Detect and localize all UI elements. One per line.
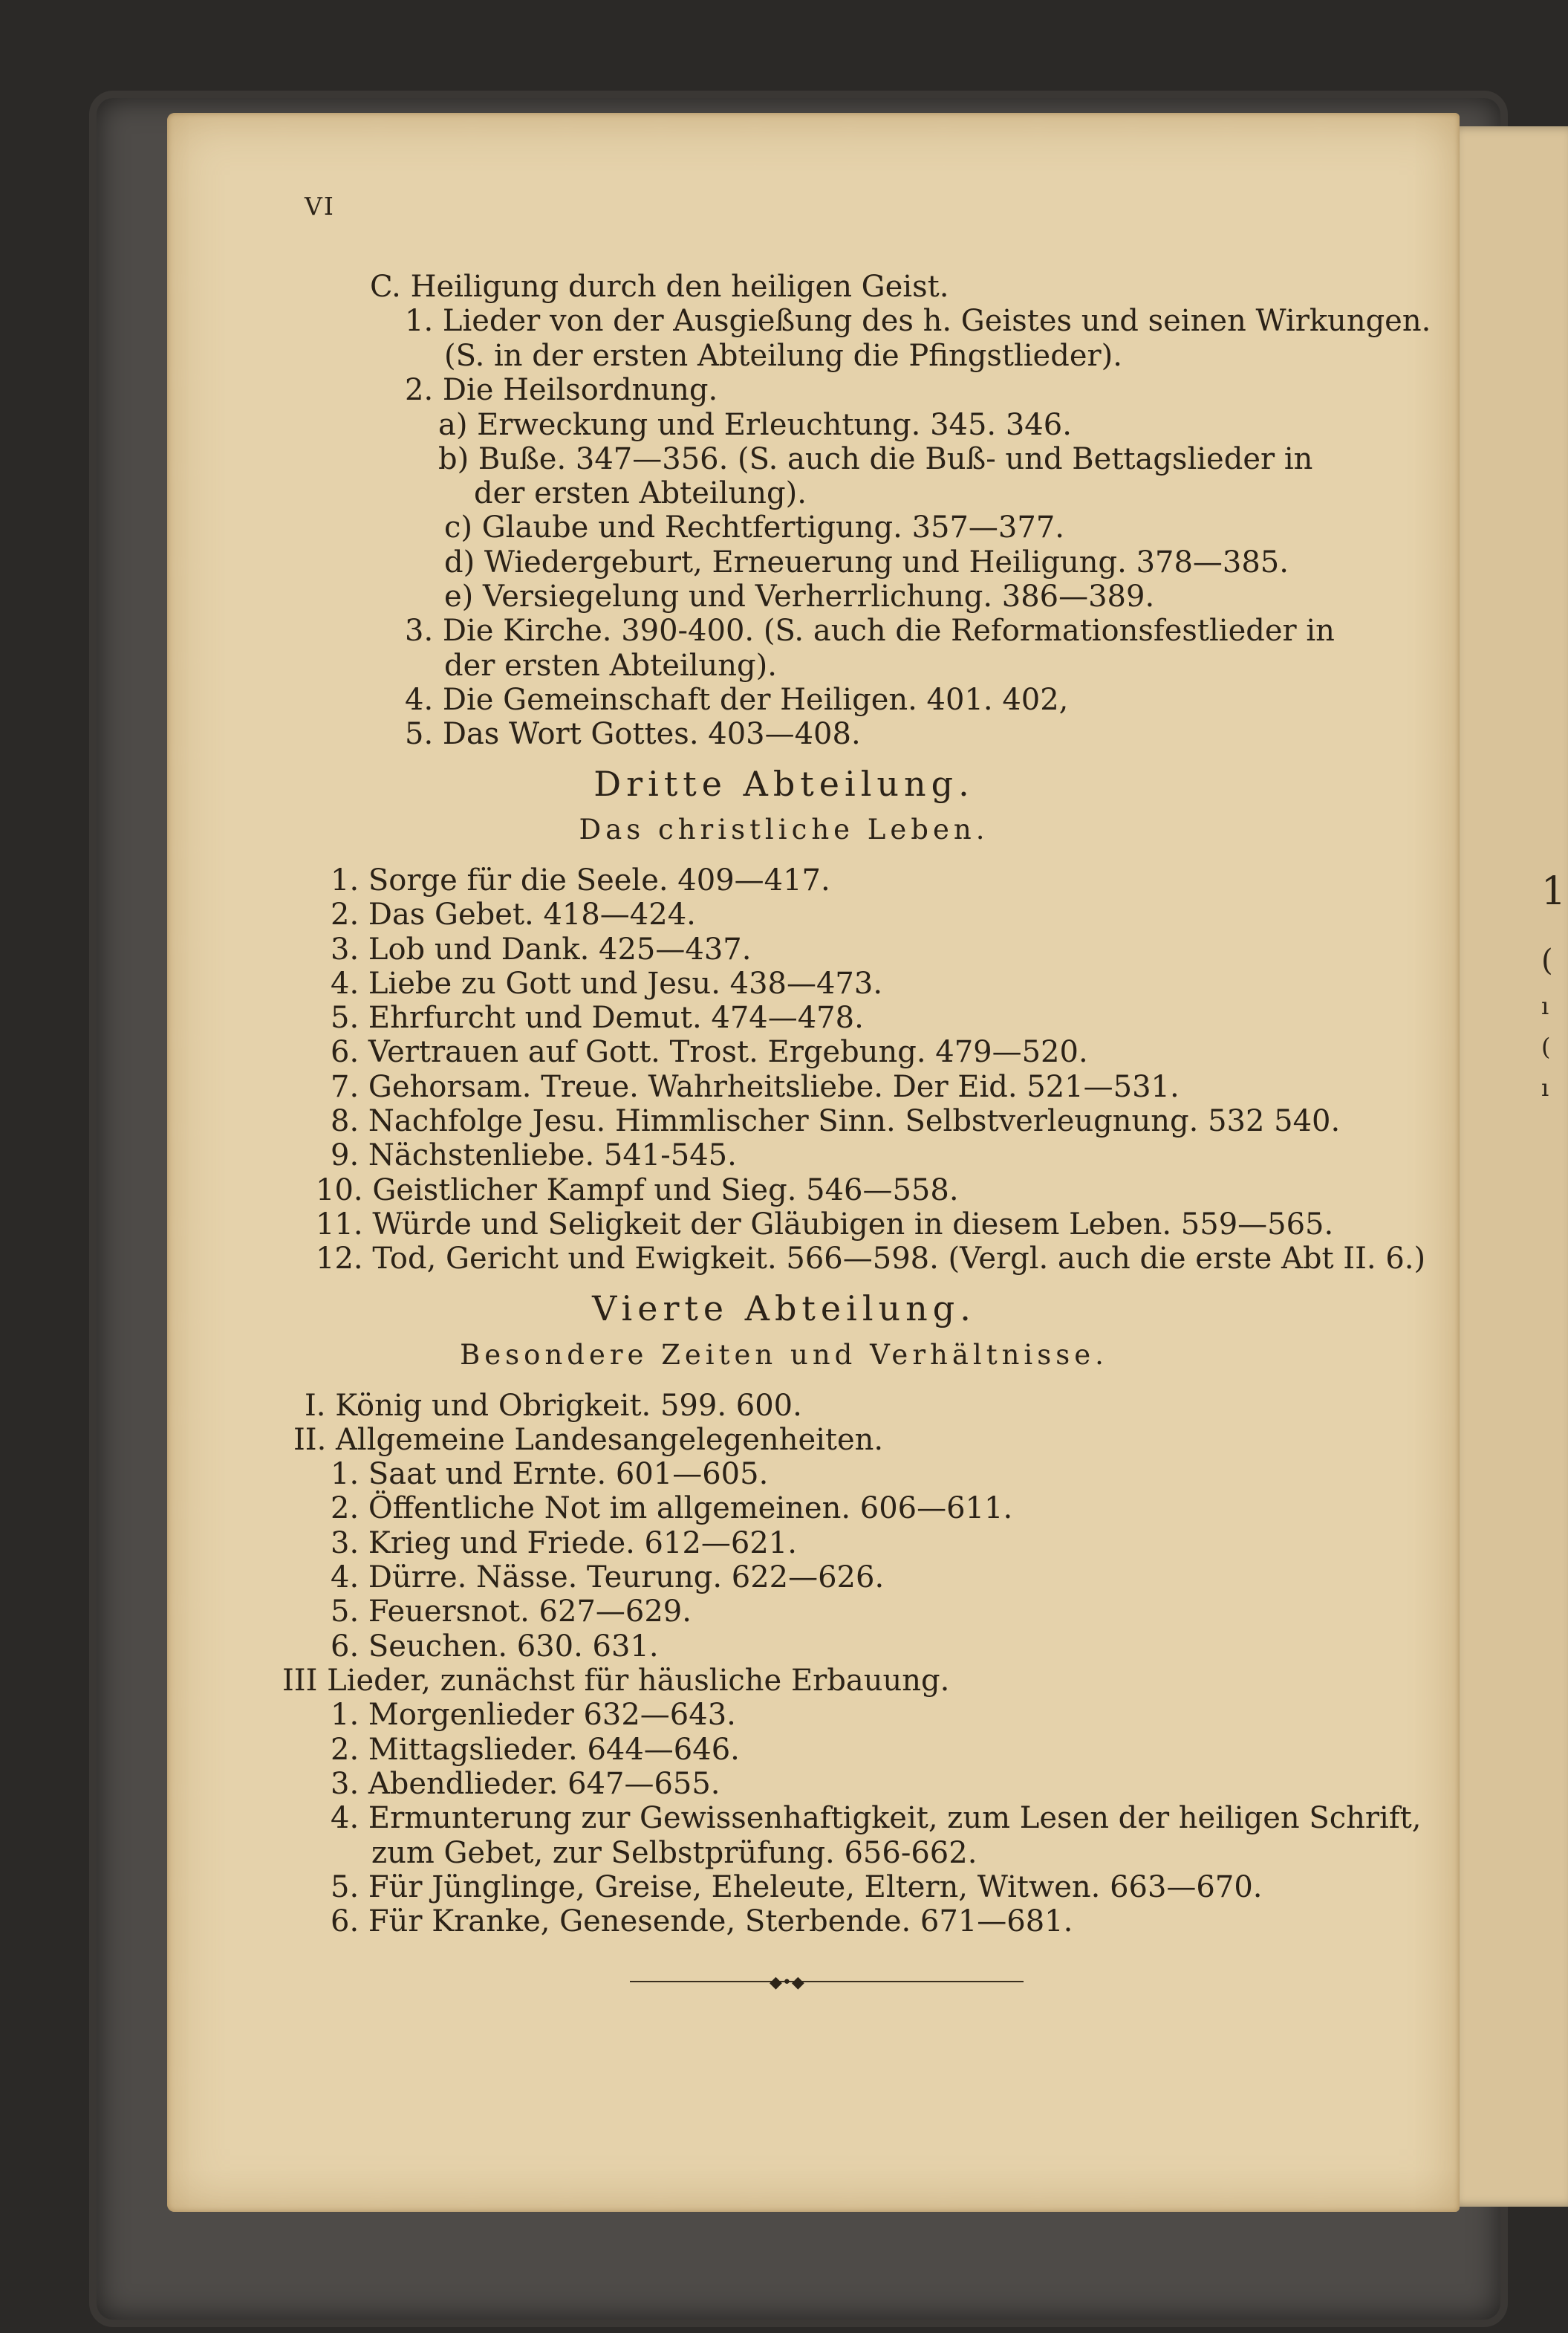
toc-entry: (S. in der ersten Abteilung die Pfingstlieder). [444, 339, 1122, 373]
toc-entry: b) Buße. 347—356. (S. auch die Buß- und Bettagslieder in [438, 442, 1313, 476]
toc-entry: der ersten Abteilung). [444, 649, 777, 683]
toc-entry: 3. Abendlieder. 647—655. [331, 1767, 720, 1801]
toc-entry: 6. Für Kranke, Genesende, Sterbende. 671—681. [331, 1904, 1073, 1938]
facing-page-edge [1448, 126, 1568, 2207]
toc-entry: 4. Dürre. Nässe. Teurung. 622—626. [331, 1560, 885, 1594]
toc-entry: 5. Ehrfurcht und Demut. 474—478. [331, 1001, 864, 1035]
toc-entry: 3. Die Kirche. 390-400. (S. auch die Reformationsfestlieder in [405, 614, 1335, 648]
toc-entry: 12. Tod, Gericht und Ewigkeit. 566—598. (Vergl. auch die erste Abt II. 6.) [316, 1242, 1426, 1276]
toc-entry: 4. Liebe zu Gott und Jesu. 438—473. [331, 967, 883, 1001]
toc-entry: 6. Seuchen. 630. 631. [331, 1629, 659, 1664]
facing-page-fragment: ı [1541, 1074, 1549, 1102]
toc-entry: 1. Saat und Ernte. 601—605. [331, 1457, 769, 1491]
toc-entry: 9. Nächstenliebe. 541-545. [331, 1138, 737, 1172]
toc-entry: a) Erweckung und Erleuchtung. 345. 346. [438, 408, 1072, 442]
toc-entry: 3. Krieg und Friede. 612—621. [331, 1526, 797, 1560]
toc-entry: 2. Öffentliche Not im allgemeinen. 606—611. [331, 1491, 1013, 1525]
toc-entry: 3. Lob und Dank. 425—437. [331, 932, 752, 967]
toc-entry: 7. Gehorsam. Treue. Wahrheitsliebe. Der Eid. 521—531. [331, 1070, 1180, 1104]
part-heading: Vierte Abteilung. [592, 1288, 976, 1328]
toc-entry: 1. Lieder von der Ausgießung des h. Geistes und seinen Wirkungen. [405, 304, 1431, 338]
toc-entry: II. Allgemeine Landesangelegenheiten. [293, 1423, 884, 1457]
part-heading: Dritte Abteilung. [593, 764, 975, 804]
toc-entry: I. König und Obrigkeit. 599. 600. [305, 1389, 802, 1423]
toc-entry: zum Gebet, zur Selbstprüfung. 656-662. [371, 1836, 977, 1870]
toc-entry: 5. Das Wort Gottes. 403—408. [405, 717, 861, 751]
rule-ornament-icon: ◆•◆ [770, 1973, 804, 1992]
section-heading: C. Heiligung durch den heiligen Geist. [370, 270, 949, 304]
toc-entry: 2. Die Heilsordnung. [405, 373, 718, 407]
toc-entry: 2. Mittagslieder. 644—646. [331, 1733, 740, 1767]
toc-entry: c) Glaube und Rechtfertigung. 357—377. [444, 510, 1064, 545]
page-number: VI [305, 192, 335, 221]
toc-entry: e) Versiegelung und Verherrlichung. 386—389. [444, 580, 1155, 614]
toc-entry: 4. Die Gemeinschaft der Heiligen. 401. 402, [405, 683, 1069, 717]
facing-page-fragment: 1 [1541, 869, 1567, 914]
toc-entry: 2. Das Gebet. 418—424. [331, 898, 696, 932]
toc-entry: 11. Würde und Seligkeit der Gläubigen in diesem Leben. 559—565. [316, 1207, 1334, 1242]
toc-entry: 1. Morgenlieder 632—643. [331, 1698, 736, 1732]
toc-entry: 5. Feuersnot. 627—629. [331, 1594, 692, 1629]
facing-page-fragment: ı [1541, 992, 1549, 1020]
toc-entry: 10. Geistlicher Kampf und Sieg. 546—558. [316, 1173, 959, 1207]
part-subheading: Das christliche Leben. [579, 814, 989, 846]
toc-entry: III Lieder, zunächst für häusliche Erbauung. [282, 1664, 950, 1698]
toc-entry: 1. Sorge für die Seele. 409—417. [331, 863, 830, 898]
closing-rule [630, 1981, 1024, 1982]
toc-entry: 8. Nachfolge Jesu. Himmlischer Sinn. Selbstverleugnung. 532 540. [331, 1104, 1341, 1138]
toc-entry: der ersten Abteilung). [474, 476, 807, 510]
toc-entry: d) Wiedergeburt, Erneuerung und Heiligung. 378—385. [444, 545, 1289, 580]
part-subheading: Besondere Zeiten und Verhältnisse. [460, 1339, 1108, 1371]
toc-entry: 5. Für Jünglinge, Greise, Eheleute, Eltern, Witwen. 663—670. [331, 1870, 1263, 1904]
toc-entry: 4. Ermunterung zur Gewissenhaftigkeit, zum Lesen der heiligen Schrift, [331, 1801, 1422, 1835]
toc-entry: 6. Vertrauen auf Gott. Trost. Ergebung. 479—520. [331, 1035, 1088, 1069]
facing-page-fragment: ( [1541, 944, 1553, 978]
facing-page-fragment: ( [1541, 1033, 1551, 1061]
